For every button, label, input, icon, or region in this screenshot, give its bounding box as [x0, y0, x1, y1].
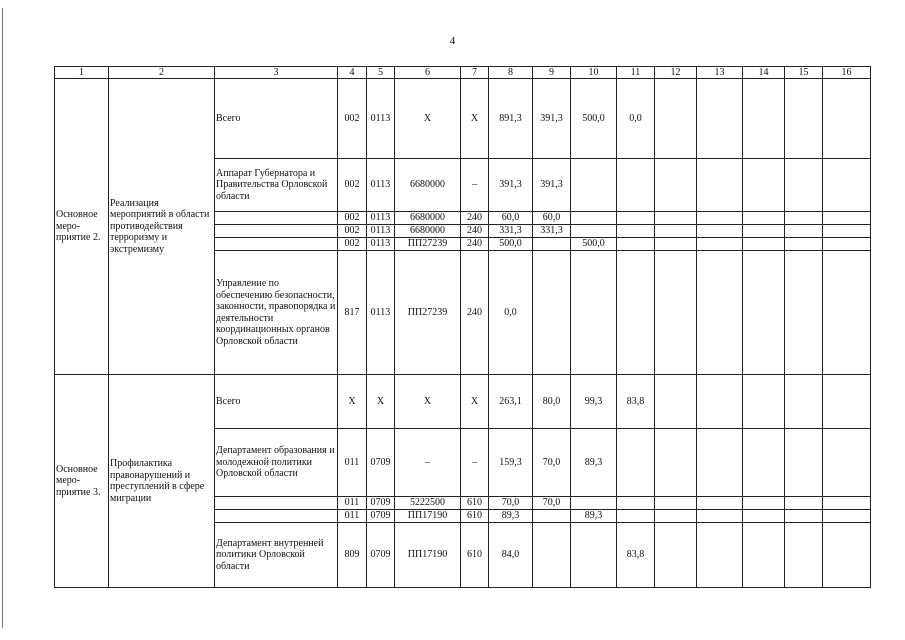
measure-description: Профилактика правонарушений и преступлений в сфере миграции: [109, 375, 215, 588]
empty-cell: [697, 238, 743, 251]
empty-cell: [743, 497, 785, 510]
header-cell: 10: [571, 67, 617, 79]
cell-c7: –: [461, 429, 489, 497]
empty-cell: [571, 159, 617, 212]
cell-c5: Х: [367, 375, 395, 429]
empty-cell: [533, 251, 571, 375]
empty-cell: [743, 212, 785, 225]
header-cell: 7: [461, 67, 489, 79]
empty-cell: [785, 225, 823, 238]
header-cell: 4: [338, 67, 367, 79]
cell-c10: [571, 225, 617, 238]
empty-cell: [823, 497, 871, 510]
cell-c10: 99,3: [571, 375, 617, 429]
empty-cell: [215, 510, 338, 523]
empty-cell: [655, 159, 697, 212]
table-row: [55, 375, 871, 429]
cell-c6: 6680000: [395, 159, 461, 212]
cell-c10: 500,0: [571, 79, 617, 159]
empty-cell: [743, 79, 785, 159]
cell-c7: Х: [461, 79, 489, 159]
empty-cell: [655, 429, 697, 497]
cell-c9: 391,3: [533, 79, 571, 159]
empty-cell: [655, 497, 697, 510]
cell-c4: 002: [338, 79, 367, 159]
cell-c8: 263,1: [489, 375, 533, 429]
cell-c5: 0113: [367, 159, 395, 212]
empty-cell: [697, 523, 743, 588]
cell-c5: 0709: [367, 523, 395, 588]
empty-cell: [823, 251, 871, 375]
cell-c7: 610: [461, 510, 489, 523]
cell-c9: 80,0: [533, 375, 571, 429]
cell-c8: 391,3: [489, 159, 533, 212]
row-label: Департамент образования и молодежной политики Орловской области: [215, 429, 338, 497]
empty-cell: [743, 238, 785, 251]
empty-cell: [697, 429, 743, 497]
cell-c4: 011: [338, 429, 367, 497]
cell-c5: 0113: [367, 212, 395, 225]
empty-cell: [533, 523, 571, 588]
cell-c5: 0113: [367, 238, 395, 251]
empty-cell: [617, 497, 655, 510]
cell-c4: Х: [338, 375, 367, 429]
empty-cell: [571, 251, 617, 375]
empty-cell: [785, 429, 823, 497]
empty-cell: [697, 225, 743, 238]
cell-c8: 159,3: [489, 429, 533, 497]
cell-c9: 331,3: [533, 225, 571, 238]
cell-c9: [533, 510, 571, 523]
empty-cell: [617, 251, 655, 375]
header-cell: 9: [533, 67, 571, 79]
empty-cell: [743, 225, 785, 238]
header-cell: 6: [395, 67, 461, 79]
empty-cell: [785, 79, 823, 159]
cell-c7: –: [461, 159, 489, 212]
empty-cell: [823, 79, 871, 159]
header-cell: 14: [743, 67, 785, 79]
empty-cell: [823, 429, 871, 497]
cell-c6: Х: [395, 79, 461, 159]
empty-cell: [785, 497, 823, 510]
empty-cell: [785, 159, 823, 212]
cell-c5: 0709: [367, 510, 395, 523]
cell-c4: 002: [338, 238, 367, 251]
empty-cell: [785, 238, 823, 251]
header-cell: 13: [697, 67, 743, 79]
empty-cell: [571, 523, 617, 588]
cell-c8: 84,0: [489, 523, 533, 588]
row-label: Управление по обеспечению безопасности, законности, правопорядка и деятельности координационных органов Орловской области: [215, 251, 338, 375]
cell-c10: 500,0: [571, 238, 617, 251]
empty-cell: [823, 238, 871, 251]
cell-c9: 391,3: [533, 159, 571, 212]
cell-c4: 002: [338, 212, 367, 225]
cell-c7: 240: [461, 212, 489, 225]
empty-cell: [785, 523, 823, 588]
header-cell: 1: [55, 67, 109, 79]
empty-cell: [823, 375, 871, 429]
cell-c11: 0,0: [617, 79, 655, 159]
cell-c7: 240: [461, 225, 489, 238]
cell-c9: [533, 238, 571, 251]
empty-cell: [697, 212, 743, 225]
cell-c6: Х: [395, 375, 461, 429]
empty-cell: [655, 79, 697, 159]
empty-cell: [617, 225, 655, 238]
empty-cell: [823, 225, 871, 238]
cell-c9: 70,0: [533, 497, 571, 510]
cell-c8: 60,0: [489, 212, 533, 225]
empty-cell: [743, 159, 785, 212]
empty-cell: [785, 510, 823, 523]
empty-cell: [655, 523, 697, 588]
empty-cell: [617, 159, 655, 212]
cell-c8: 500,0: [489, 238, 533, 251]
row-label: Всего: [215, 79, 338, 159]
column-number-row: [55, 67, 871, 79]
header-cell: 8: [489, 67, 533, 79]
row-label: Аппарат Губернатора и Правительства Орловской области: [215, 159, 338, 212]
empty-cell: [743, 251, 785, 375]
empty-cell: [215, 497, 338, 510]
empty-cell: [743, 429, 785, 497]
cell-c7: Х: [461, 375, 489, 429]
page-left-rule: [2, 8, 3, 628]
empty-cell: [743, 375, 785, 429]
cell-c4: 809: [338, 523, 367, 588]
cell-c6: ПП17190: [395, 510, 461, 523]
cell-c4: 011: [338, 510, 367, 523]
empty-cell: [655, 251, 697, 375]
empty-cell: [215, 225, 338, 238]
cell-c7: 610: [461, 497, 489, 510]
header-cell: 16: [823, 67, 871, 79]
empty-cell: [617, 510, 655, 523]
cell-c10: [571, 212, 617, 225]
empty-cell: [823, 212, 871, 225]
cell-c8: 331,3: [489, 225, 533, 238]
empty-cell: [655, 238, 697, 251]
header-cell: 3: [215, 67, 338, 79]
empty-cell: [697, 497, 743, 510]
empty-cell: [697, 159, 743, 212]
cell-c6: ПП27239: [395, 238, 461, 251]
header-cell: 11: [617, 67, 655, 79]
cell-c7: 610: [461, 523, 489, 588]
row-label: Департамент внутренней политики Орловской области: [215, 523, 338, 588]
cell-c5: 0709: [367, 497, 395, 510]
cell-c5: 0113: [367, 251, 395, 375]
header-cell: 5: [367, 67, 395, 79]
row-label: Всего: [215, 375, 338, 429]
table-row: [55, 79, 871, 159]
cell-c6: 5222500: [395, 497, 461, 510]
cell-c5: 0113: [367, 79, 395, 159]
measure-name: Основное меро-приятие 2.: [55, 79, 109, 375]
cell-c5: 0113: [367, 225, 395, 238]
empty-cell: [655, 212, 697, 225]
empty-cell: [697, 375, 743, 429]
empty-cell: [697, 510, 743, 523]
empty-cell: [743, 510, 785, 523]
empty-cell: [617, 429, 655, 497]
empty-cell: [823, 159, 871, 212]
cell-c10: 89,3: [571, 510, 617, 523]
cell-c11: 83,8: [617, 375, 655, 429]
cell-c7: 240: [461, 238, 489, 251]
header-cell: 15: [785, 67, 823, 79]
empty-cell: [215, 238, 338, 251]
cell-c9: 60,0: [533, 212, 571, 225]
cell-c4: 002: [338, 225, 367, 238]
empty-cell: [823, 523, 871, 588]
empty-cell: [655, 375, 697, 429]
empty-cell: [617, 238, 655, 251]
budget-table: [54, 66, 871, 588]
cell-c6: –: [395, 429, 461, 497]
measure-description: Реализация мероприятий в области противодействия терроризму и экстремизму: [109, 79, 215, 375]
empty-cell: [785, 212, 823, 225]
header-cell: 2: [109, 67, 215, 79]
empty-cell: [743, 523, 785, 588]
cell-c4: 002: [338, 159, 367, 212]
measure-name: Основное меро-приятие 3.: [55, 375, 109, 588]
cell-c10: [571, 497, 617, 510]
empty-cell: [697, 251, 743, 375]
empty-cell: [697, 79, 743, 159]
empty-cell: [785, 375, 823, 429]
cell-c6: 6680000: [395, 212, 461, 225]
empty-cell: [617, 212, 655, 225]
cell-c8: 70,0: [489, 497, 533, 510]
cell-c5: 0709: [367, 429, 395, 497]
empty-cell: [655, 225, 697, 238]
cell-c6: 6680000: [395, 225, 461, 238]
cell-c4: 011: [338, 497, 367, 510]
cell-c4: 817: [338, 251, 367, 375]
cell-c8: 89,3: [489, 510, 533, 523]
cell-c8: 0,0: [489, 251, 533, 375]
empty-cell: [215, 212, 338, 225]
cell-c7: 240: [461, 251, 489, 375]
empty-cell: [823, 510, 871, 523]
cell-c10: 89,3: [571, 429, 617, 497]
cell-c11: 83,8: [617, 523, 655, 588]
empty-cell: [655, 510, 697, 523]
cell-c6: ПП17190: [395, 523, 461, 588]
header-cell: 12: [655, 67, 697, 79]
cell-c8: 891,3: [489, 79, 533, 159]
cell-c6: ПП27239: [395, 251, 461, 375]
page-number: 4: [449, 35, 456, 47]
empty-cell: [785, 251, 823, 375]
cell-c9: 70,0: [533, 429, 571, 497]
